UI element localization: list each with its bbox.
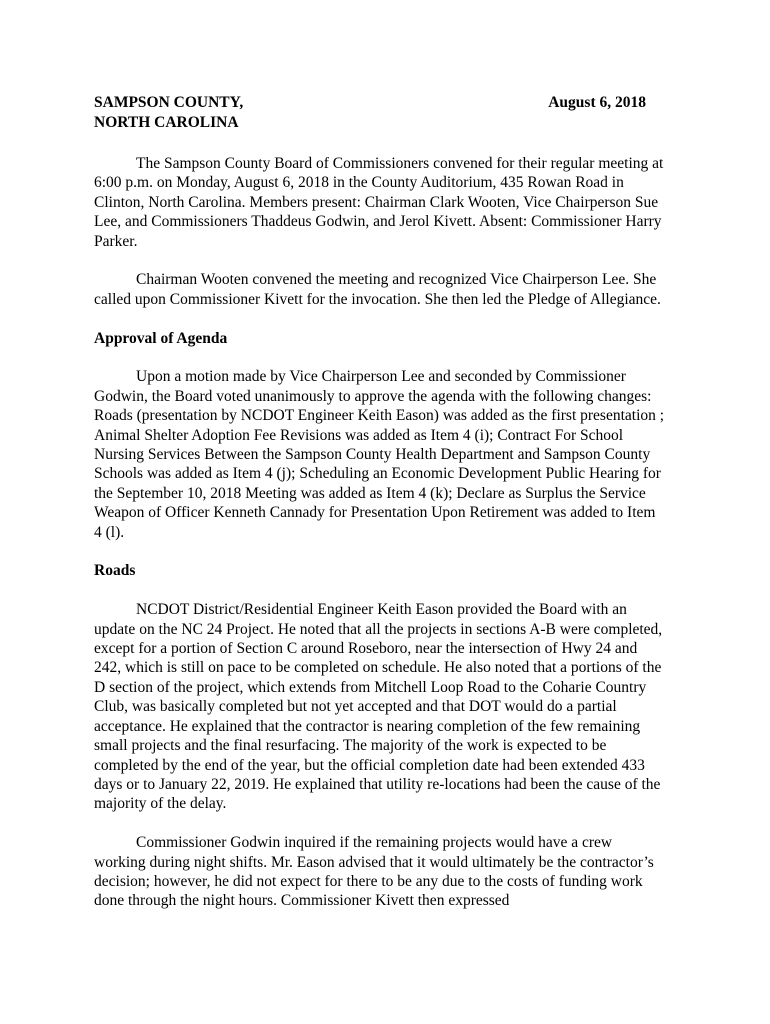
meeting-date: August 6, 2018 [548,94,646,111]
document-header [94,93,646,133]
intro-paragraph: The Sampson County Board of Commissioners convened for their regular meeting at 6:00 p.m. on Monday, August 6, 2018 in the County Auditorium, 435 Rowan Road in Clinton, North Carolina. Members present: Chairman Clark Wooten, Vice Chairperson Sue Lee, and Commissioners Thaddeus Godwin, and Jerol Kivett. Absent: Commissioner Harry Parker. [94,155,664,250]
roads-paragraph: NCDOT District/Residential Engineer Keith Eason provided the Board with an update on the NC 24 Project. He noted that all the projects in sections A-B were completed, except for a portion of Section C around Roseboro, near the intersection of Hwy 24 and 242, which is still on pace to be completed on schedule. He also noted that a portions of the D section of the project, which extends from Mitchell Loop Road to the Coharie Country Club, was basically completed but not yet accepted and that DOT would do a partial acceptance. He explained that the contractor is nearing completion of the few remaining small projects and the final resurfacing. The majority of the work is expected to be completed by the end of the year, but the official completion date had been extended 433 days or to January 22, 2019. He explained that utility re-locations had been the cause of the majority of the delay. [94,601,663,813]
county-name-line2: NORTH CAROLINA [94,114,239,131]
minutes-body [94,154,666,930]
agenda-paragraph: Upon a motion made by Vice Chairperson Lee and seconded by Commissioner Godwin, the Board voted unanimously to approve the agenda with the following changes: Roads (presentation by NCDOT Engineer Keith Eason) was added as the first presentation ; Animal Shelter Adoption Fee Revisions was added as Item 4 (i); Contract For School Nursing Services Between the Sampson County Health Department and Sampson County Schools was added as Item 4 (j); Scheduling an Economic Development Public Hearing for the September 10, 2018 Meeting was added as Item 4 (k); Declare as Surplus the Service Weapon of Officer Kenneth Cannady for Presentation Upon Retirement was added to Item 4 (l). [94,368,665,541]
godwin-paragraph: Commissioner Godwin inquired if the remaining projects would have a crew working during night shifts. Mr. Eason advised that it would ultimately be the contractor’s decision; however, he did not expect for there to be any due to the costs of funding work done through the night hours. Commissioner Kivett then expressed [94,834,654,910]
county-name-line1: SAMPSON COUNTY, [94,94,244,111]
agenda-heading: Approval of Agenda [94,329,228,347]
convened-paragraph: Chairman Wooten convened the meeting and recognized Vice Chairperson Lee. She called upon Commissioner Kivett for the invocation. She then led the Pledge of Allegiance. [94,271,661,308]
roads-heading: Roads [94,562,136,580]
